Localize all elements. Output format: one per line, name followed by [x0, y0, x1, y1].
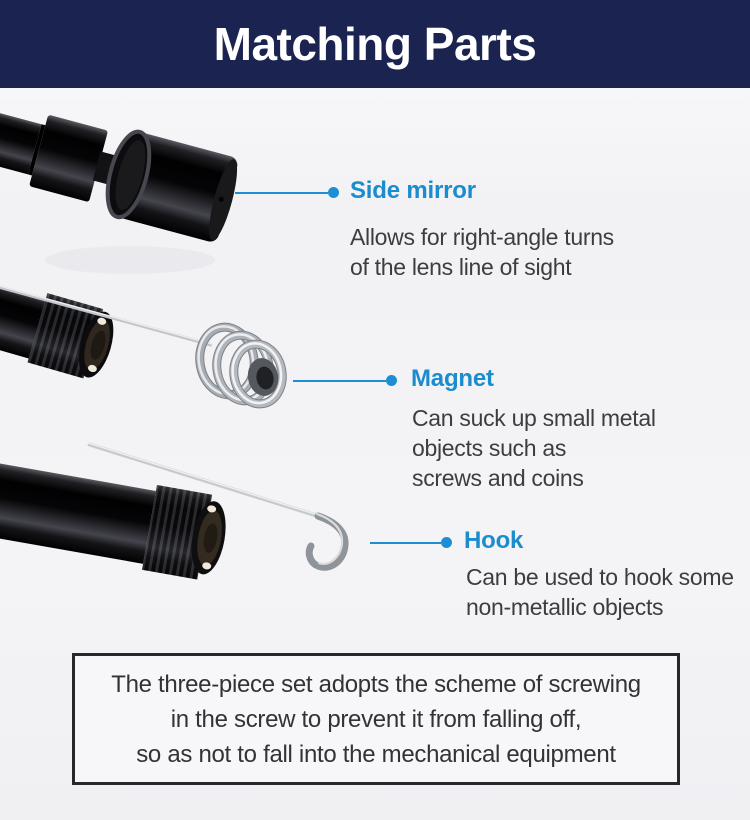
camera-tube — [0, 459, 156, 563]
footnote-line: The three-piece set adopts the scheme of screwing — [111, 670, 641, 698]
description-line: Can be used to hook some — [466, 564, 734, 590]
footnote-line: so as not to fall into the mechanical equipment — [136, 740, 616, 768]
description-line: objects such as — [412, 435, 567, 461]
side-mirror-product-image — [0, 95, 245, 300]
spring-magnet-coil — [193, 322, 286, 408]
part-label-magnet: Magnet — [411, 365, 494, 392]
footnote-box — [72, 653, 680, 785]
part-label-hook: Hook — [464, 527, 524, 554]
hook-product-image — [0, 430, 400, 645]
description-line: screws and coins — [412, 465, 584, 491]
footnote-line: in the screw to prevent it from falling off, — [170, 705, 582, 733]
leader-dot-side-mirror — [328, 187, 339, 198]
description-line: Allows for right-angle turns — [350, 224, 614, 250]
leader-dot-hook — [441, 537, 452, 548]
wire-hook-tip — [309, 516, 345, 567]
part-label-side-mirror: Side mirror — [350, 177, 476, 204]
part-description-hook — [466, 562, 734, 622]
description-line: non-metallic objects — [466, 594, 664, 620]
leader-dot-magnet — [386, 375, 397, 386]
part-description-side-mirror — [350, 222, 614, 282]
leader-line-side-mirror — [235, 192, 328, 194]
leader-line-magnet — [293, 380, 386, 382]
description-line: Can suck up small metal — [412, 405, 656, 431]
header-banner — [0, 0, 750, 88]
part-description-magnet — [412, 403, 656, 493]
page-title: Matching Parts — [213, 18, 537, 70]
soft-shadow — [45, 246, 215, 274]
leader-line-hook — [370, 542, 441, 544]
description-line: of the lens line of sight — [350, 254, 572, 280]
